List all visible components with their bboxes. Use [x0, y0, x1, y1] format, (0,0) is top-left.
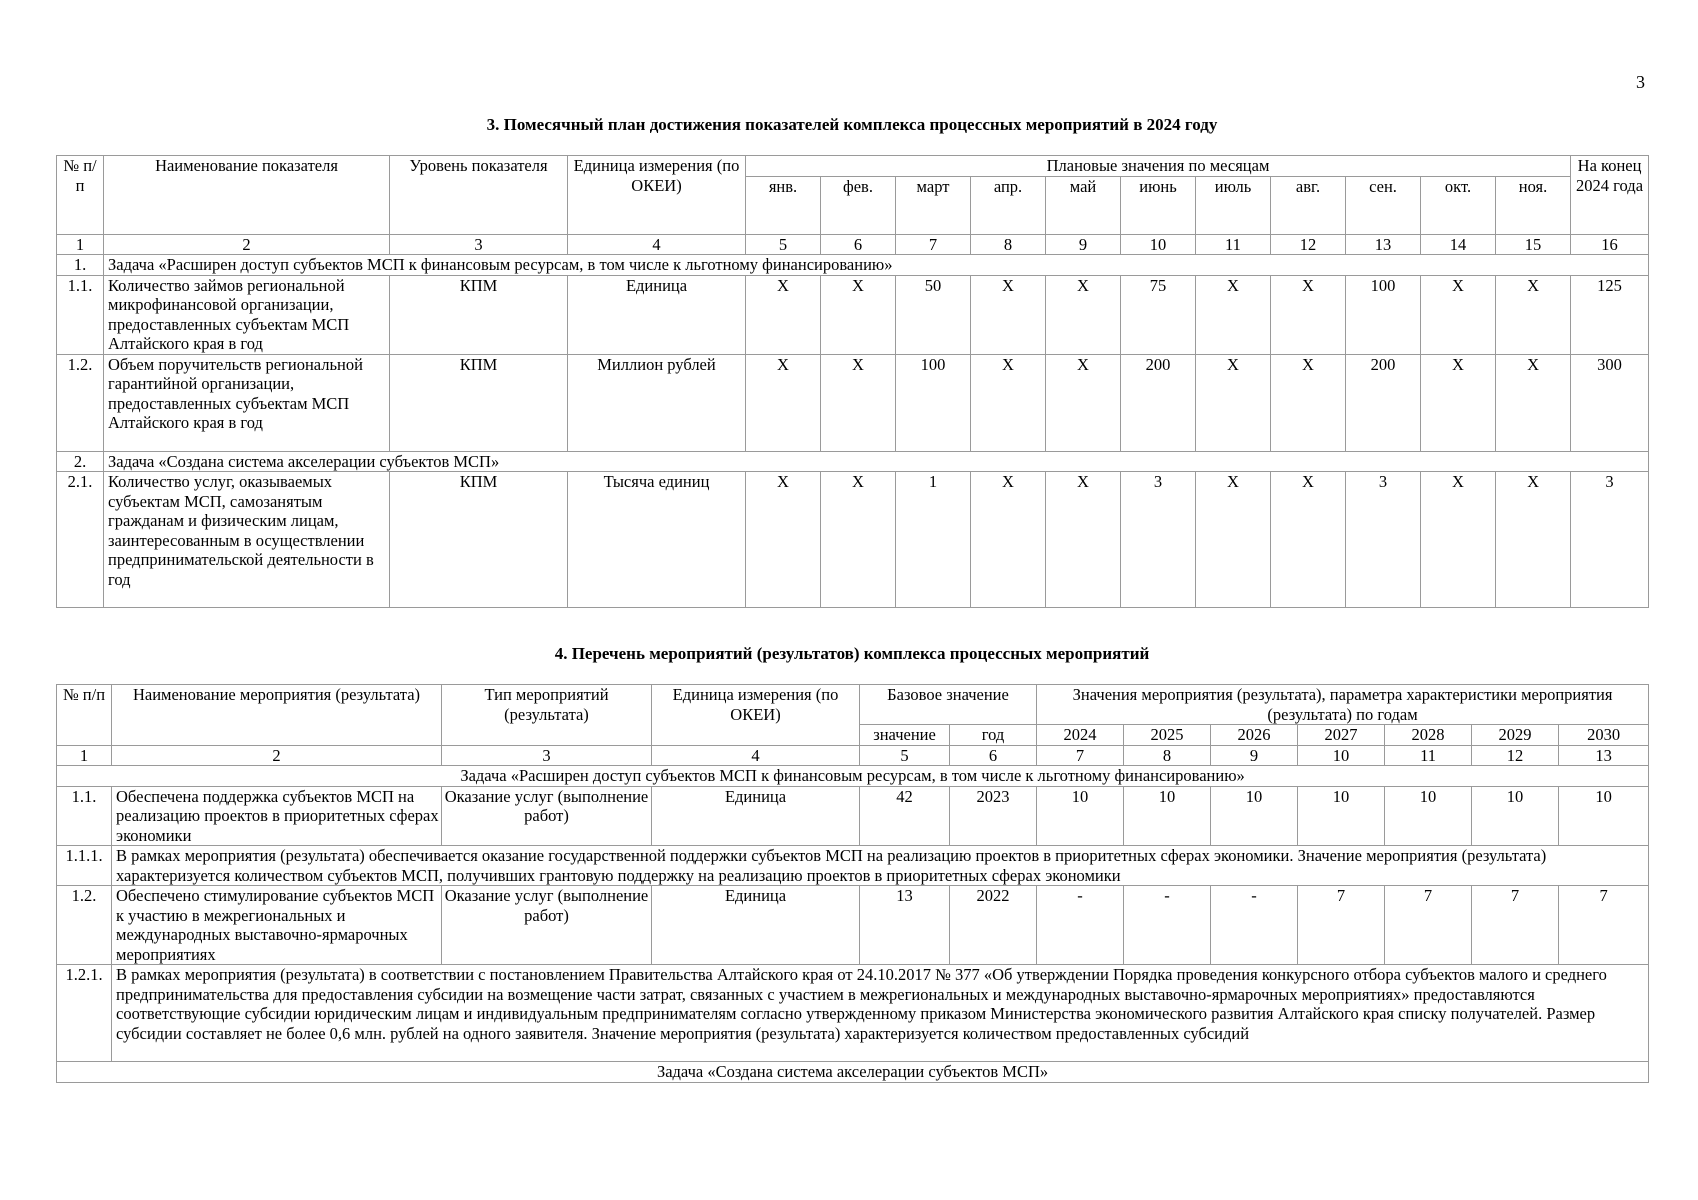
header-monthly-plan: Плановые значения по месяцам	[746, 156, 1571, 177]
column-number: 13	[1346, 234, 1421, 255]
indicator-unit: Единица	[568, 275, 746, 354]
header-month: сен.	[1346, 176, 1421, 234]
header-unit: Единица измерения (по ОКЕИ)	[568, 156, 746, 235]
month-value: X	[971, 275, 1046, 354]
table-row	[57, 472, 1649, 608]
column-number: 11	[1196, 234, 1271, 255]
month-value: X	[1046, 354, 1121, 451]
column-number-row	[57, 745, 1649, 766]
header-base-value-value: значение	[860, 725, 950, 746]
header-month: июнь	[1121, 176, 1196, 234]
column-number: 13	[1559, 745, 1649, 766]
indicator-name: Количество услуг, оказываемых субъектам МСП, самозанятым гражданам и физическим лицам, заинтересованным в осуществлении предпринимательской деятельности в год	[104, 472, 390, 608]
header-month: фев.	[821, 176, 896, 234]
monthly-plan-table	[56, 155, 1649, 608]
year-value: 10	[1124, 786, 1211, 846]
indicator-level: КПМ	[390, 472, 568, 608]
column-number: 12	[1472, 745, 1559, 766]
month-value: X	[746, 275, 821, 354]
year-value: 10	[1037, 786, 1124, 846]
month-value: 3	[1121, 472, 1196, 608]
header-activity-type: Тип мероприятий (результата)	[442, 685, 652, 746]
year-value: 10	[1472, 786, 1559, 846]
month-value: 1	[896, 472, 971, 608]
column-number: 2	[104, 234, 390, 255]
header-base-value-year: год	[950, 725, 1037, 746]
month-value: X	[821, 472, 896, 608]
month-value: X	[1496, 472, 1571, 608]
year-end-value: 125	[1571, 275, 1649, 354]
month-value: X	[821, 354, 896, 451]
month-value: X	[1496, 354, 1571, 451]
task-row	[57, 1062, 1649, 1083]
header-year: 2030	[1559, 725, 1649, 746]
header-year: 2025	[1124, 725, 1211, 746]
header-month: окт.	[1421, 176, 1496, 234]
header-month: янв.	[746, 176, 821, 234]
header-year: 2024	[1037, 725, 1124, 746]
table-row	[57, 354, 1649, 451]
column-number: 3	[390, 234, 568, 255]
month-value: 75	[1121, 275, 1196, 354]
column-number: 7	[896, 234, 971, 255]
month-value: X	[746, 472, 821, 608]
note-text: В рамках мероприятия (результата) обеспечивается оказание государственной поддержки субъектов МСП на реализацию проектов в приоритетных сферах экономики. Значение мероприятия (результата) характеризуется количеством субъектов МСП, получивших грантовую поддержку на реализацию проектов в приоритетных сферах экономики	[112, 846, 1649, 886]
note-row	[57, 846, 1649, 886]
header-month: май	[1046, 176, 1121, 234]
column-number: 12	[1271, 234, 1346, 255]
column-number: 5	[860, 745, 950, 766]
month-value: X	[746, 354, 821, 451]
task-title: Задача «Расширен доступ субъектов МСП к финансовым ресурсам, в том числе к льготному финансированию»	[57, 766, 1649, 787]
header-unit: Единица измерения (по ОКЕИ)	[652, 685, 860, 746]
table-row	[57, 275, 1649, 354]
header-month: июль	[1196, 176, 1271, 234]
header-year: 2026	[1211, 725, 1298, 746]
task-title: Задача «Создана система акселерации субъектов МСП»	[104, 451, 1649, 472]
column-number-row	[57, 234, 1649, 255]
header-num: № п/п	[57, 685, 112, 746]
year-value: 10	[1385, 786, 1472, 846]
month-value: X	[971, 472, 1046, 608]
month-value: X	[821, 275, 896, 354]
column-number: 1	[57, 234, 104, 255]
year-value: 10	[1298, 786, 1385, 846]
header-indicator-name: Наименование показателя	[104, 156, 390, 235]
month-value: X	[1421, 275, 1496, 354]
month-value: 200	[1346, 354, 1421, 451]
note-number: 1.1.1.	[57, 846, 112, 886]
row-number: 1.1.	[57, 786, 112, 846]
indicator-level: КПМ	[390, 275, 568, 354]
task-number: 2.	[57, 451, 104, 472]
month-value: 3	[1346, 472, 1421, 608]
indicator-level: КПМ	[390, 354, 568, 451]
column-number: 9	[1211, 745, 1298, 766]
header-num: № п/п	[57, 156, 104, 235]
column-number: 14	[1421, 234, 1496, 255]
section-4-title: 4. Перечень мероприятий (результатов) комплекса процессных мероприятий	[554, 644, 1150, 663]
month-value: X	[971, 354, 1046, 451]
activity-name: Обеспечена поддержка субъектов МСП на реализацию проектов в приоритетных сферах экономики	[112, 786, 442, 846]
column-number: 11	[1385, 745, 1472, 766]
header-indicator-level: Уровень показателя	[390, 156, 568, 235]
year-value: 10	[1559, 786, 1649, 846]
column-number: 7	[1037, 745, 1124, 766]
row-number: 1.2.	[57, 886, 112, 965]
activity-unit: Единица	[652, 886, 860, 965]
year-value: 10	[1211, 786, 1298, 846]
year-value: 7	[1559, 886, 1649, 965]
header-year: 2027	[1298, 725, 1385, 746]
month-value: X	[1271, 472, 1346, 608]
year-value: -	[1037, 886, 1124, 965]
header-month: авг.	[1271, 176, 1346, 234]
month-value: X	[1196, 472, 1271, 608]
column-number: 10	[1121, 234, 1196, 255]
month-value: 50	[896, 275, 971, 354]
year-value: 7	[1472, 886, 1559, 965]
table-row	[57, 786, 1649, 846]
base-value: 13	[860, 886, 950, 965]
activity-type: Оказание услуг (выполнение работ)	[442, 886, 652, 965]
month-value: X	[1271, 354, 1346, 451]
column-number: 5	[746, 234, 821, 255]
note-text: В рамках мероприятия (результата) в соответствии с постановлением Правительства Алтайского края от 24.10.2017 № 377 «Об утверждении Порядка проведения конкурсного отбора субъектов малого и среднего предпринимательства для предоставления субсидии на возмещение части затрат, связанных с участием в межрегиональных и международных выставочно-ярмарочных мероприятиях» предоставляются соответствующие субсидии юридическим лицам и индивидуальным предпринимателям согласно утвержденному приказом Министерства экономического развития Алтайского края списку получателей. Размер субсидии составляет не более 0,6 млн. рублей на одного заявителя. Значение мероприятия (результата) характеризуется количеством предоставленных субсидий	[112, 965, 1649, 1062]
year-value: -	[1124, 886, 1211, 965]
column-number: 9	[1046, 234, 1121, 255]
column-number: 1	[57, 745, 112, 766]
table-row	[57, 886, 1649, 965]
year-end-value: 300	[1571, 354, 1649, 451]
task-row	[57, 766, 1649, 787]
year-value: 7	[1385, 886, 1472, 965]
month-value: 100	[1346, 275, 1421, 354]
indicator-unit: Тысяча единиц	[568, 472, 746, 608]
month-value: 200	[1121, 354, 1196, 451]
column-number: 6	[821, 234, 896, 255]
month-value: X	[1421, 354, 1496, 451]
base-year: 2022	[950, 886, 1037, 965]
month-value: X	[1271, 275, 1346, 354]
column-number: 3	[442, 745, 652, 766]
note-row	[57, 965, 1649, 1062]
header-month: апр.	[971, 176, 1046, 234]
activities-table	[56, 684, 1649, 1083]
header-values-by-year: Значения мероприятия (результата), параметра характеристики мероприятия (результата) по годам	[1037, 685, 1649, 725]
task-row	[57, 255, 1649, 276]
month-value: X	[1496, 275, 1571, 354]
base-value: 42	[860, 786, 950, 846]
task-title: Задача «Расширен доступ субъектов МСП к финансовым ресурсам, в том числе к льготному финансированию»	[104, 255, 1649, 276]
task-row	[57, 451, 1649, 472]
base-year: 2023	[950, 786, 1037, 846]
task-title: Задача «Создана система акселерации субъектов МСП»	[57, 1062, 1649, 1083]
month-value: X	[1196, 354, 1271, 451]
note-number: 1.2.1.	[57, 965, 112, 1062]
header-month: ноя.	[1496, 176, 1571, 234]
year-value: -	[1211, 886, 1298, 965]
column-number: 8	[1124, 745, 1211, 766]
header-year: 2029	[1472, 725, 1559, 746]
activity-type: Оказание услуг (выполнение работ)	[442, 786, 652, 846]
header-month: март	[896, 176, 971, 234]
column-number: 2	[112, 745, 442, 766]
month-value: X	[1046, 472, 1121, 608]
header-year: 2028	[1385, 725, 1472, 746]
year-value: 7	[1298, 886, 1385, 965]
activity-unit: Единица	[652, 786, 860, 846]
row-number: 2.1.	[57, 472, 104, 608]
indicator-unit: Миллион рублей	[568, 354, 746, 451]
column-number: 15	[1496, 234, 1571, 255]
month-value: X	[1421, 472, 1496, 608]
task-number: 1.	[57, 255, 104, 276]
month-value: 100	[896, 354, 971, 451]
column-number: 10	[1298, 745, 1385, 766]
column-number: 4	[652, 745, 860, 766]
row-number: 1.1.	[57, 275, 104, 354]
month-value: X	[1046, 275, 1121, 354]
column-number: 8	[971, 234, 1046, 255]
page-number: 3	[1636, 72, 1645, 92]
indicator-name: Объем поручительств региональной гарантийной организации, предоставленных субъектам МСП Алтайского края в год	[104, 354, 390, 451]
header-activity-name: Наименование мероприятия (результата)	[112, 685, 442, 746]
header-year-end: На конец 2024 года	[1571, 156, 1649, 235]
year-end-value: 3	[1571, 472, 1649, 608]
indicator-name: Количество займов региональной микрофинансовой организации, предоставленных субъектам МСП Алтайского края в год	[104, 275, 390, 354]
column-number: 4	[568, 234, 746, 255]
activity-name: Обеспечено стимулирование субъектов МСП к участию в межрегиональных и международных выставочно-ярмарочных мероприятиях	[112, 886, 442, 965]
section-3-title: 3. Помесячный план достижения показателей комплекса процессных мероприятий в 2024 году	[486, 115, 1218, 134]
month-value: X	[1196, 275, 1271, 354]
row-number: 1.2.	[57, 354, 104, 451]
header-base-value: Базовое значение	[860, 685, 1037, 725]
column-number: 16	[1571, 234, 1649, 255]
column-number: 6	[950, 745, 1037, 766]
